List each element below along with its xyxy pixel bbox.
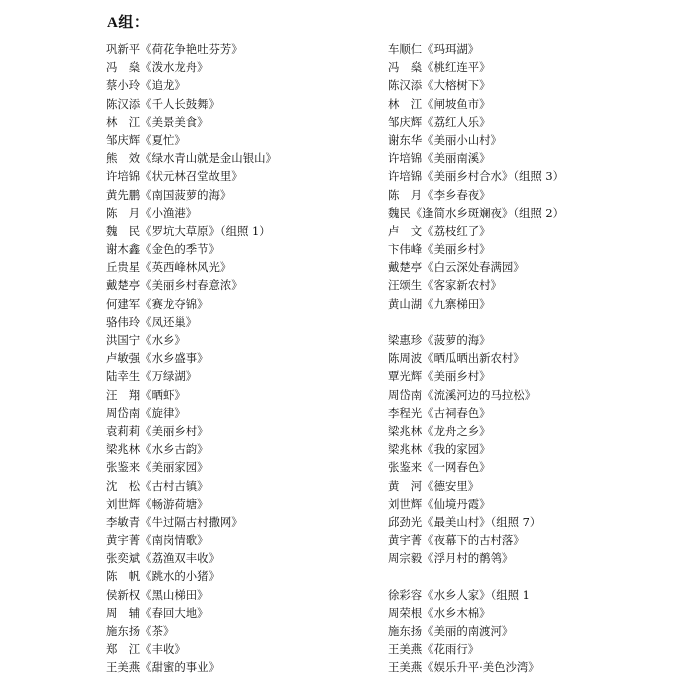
list-item: 黄宇菁《夜幕下的古村落》 [388, 533, 525, 548]
list-item: 洪国宁《水乡》 [106, 333, 186, 347]
list-item: 戴楚亭《白云深处春满园》 [388, 260, 525, 275]
list-item: 卢 文《荔枝红了》 [388, 223, 491, 238]
list-item [388, 313, 564, 331]
list-item: 周岱南《旋律》 [106, 405, 186, 420]
list-item: 张鉴来《一网春色》 [388, 460, 491, 475]
list-item: 魏民《逢简水乡斑斓夜》（组照 2） [388, 205, 565, 220]
list-item: 巩新平《荷花争艳吐芬芳》 [106, 42, 243, 56]
list-item: 周宗毅《浮月村的鹡鸰》 [388, 551, 514, 566]
list-item: 李程光《古祠春色》 [388, 405, 491, 420]
list-item: 刘世辉《畅游荷塘》 [106, 496, 209, 511]
list-item: 梁兆林《我的家园》 [388, 442, 491, 457]
list-item: 袁莉莉《美丽乡村》 [106, 423, 209, 438]
list-item: 王美燕《花雨行》 [388, 642, 480, 657]
list-item: 陈周波《晒瓜晒出新农村》 [388, 351, 525, 366]
list-item: 王美燕《娱乐升平·美色沙湾》 [388, 660, 540, 675]
list-item: 黄宇菁《南岗情歌》 [106, 533, 209, 548]
list-item: 周荣根《水乡木棉》 [388, 605, 491, 620]
list-item: 李敏青《牛过隔古村撒网》 [106, 514, 243, 529]
list-item: 沈 松《古村古镇》 [106, 478, 209, 493]
list-item: 郑 江《丰收》 [106, 642, 186, 657]
list-item: 丘贵星《英西峰林风光》 [106, 260, 232, 275]
list-item: 戴楚亭《美丽乡村春意浓》 [106, 278, 243, 293]
list-item: 林 江《美景美食》 [106, 114, 209, 129]
list-item: 许培锦《状元林召堂故里》 [106, 169, 243, 184]
list-item: 陈汉添《千人长鼓舞》 [106, 96, 220, 111]
list-item: 魏 民《罗坑大草原》（组照 1） [106, 223, 271, 238]
list-item: 陈汉添《大榕树下》 [388, 78, 491, 93]
list-item: 谢木鑫《金色的季节》 [106, 242, 220, 257]
list-item: 蔡小玲《追龙》 [106, 78, 186, 93]
list-item: 林 江《闸坡鱼市》 [388, 96, 491, 111]
list-item: 施东扬《美丽的南渡河》 [388, 624, 514, 638]
list-item: 刘世辉《仙境丹霞》 [388, 496, 491, 511]
list-item: 卞伟峰《美丽乡村》 [388, 242, 491, 257]
list-item: 汪颂生《客家新农村》 [388, 278, 502, 293]
list-item: 骆伟玲《凤还巢》 [106, 314, 198, 329]
list-item: 陆幸生《万绿湖》 [106, 369, 198, 384]
list-item: 熊 效《绿水青山就是金山银山》 [106, 151, 277, 166]
list-item: 邹庆辉《夏忙》 [106, 132, 186, 147]
list-item [388, 567, 564, 585]
list-item: 侯新权《黑山梯田》 [106, 587, 209, 602]
list-item: 许培锦《美丽乡村合水》（组照 3） [388, 169, 565, 184]
list-item: 张鉴来《美丽家园》 [106, 460, 209, 475]
list-item: 汪 翔《晒虾》 [106, 387, 186, 402]
list-item: 周 辅《春回大地》 [106, 605, 209, 620]
group-title: A组： [107, 15, 150, 31]
list-item: 黄先鹏《南国菠萝的海》 [106, 187, 232, 202]
list-item: 邹庆辉《荔红人乐》 [388, 114, 491, 129]
list-item: 邱劲光《最美山村》（组照 7） [388, 514, 542, 529]
list-item: 冯 燊《桃红连平》 [388, 60, 491, 75]
list-item: 陈 月《李乡春夜》 [388, 187, 491, 202]
list-item: 何建军《赛龙夺锦》 [106, 296, 209, 311]
list-item: 覃光辉《美丽乡村》 [388, 369, 491, 384]
list-item: 陈 帆《跳水的小猪》 [106, 569, 220, 584]
list-item: 冯 燊《泼水龙舟》 [106, 60, 209, 75]
list-item: 车顺仁《玛珥湖》 [388, 42, 480, 56]
list-item: 许培锦《美丽南溪》 [388, 151, 491, 166]
list-item: 周岱南《流溪河边的马拉松》 [388, 387, 537, 402]
list-item: 梁兆林《水乡古韵》 [106, 442, 209, 457]
list-item: 梁兆林《龙舟之乡》 [388, 423, 491, 438]
left-column [106, 40, 277, 677]
right-column [388, 40, 564, 677]
list-item: 王美燕《甜蜜的事业》 [106, 660, 220, 675]
list-item: 黄 河《德安里》 [388, 478, 480, 493]
list-item: 谢东华《美丽小山村》 [388, 132, 502, 147]
list-item: 徐彩容《水乡人家》（组照 1 [388, 587, 530, 602]
list-item: 梁惠珍《菠萝的海》 [388, 333, 491, 347]
list-item: 卢敏强《水乡盛事》 [106, 351, 209, 366]
list-item: 张奕斌《荔渔双丰收》 [106, 551, 220, 566]
list-item: 施东扬《茶》 [106, 624, 175, 638]
list-item: 黄山湖《九寨梯田》 [388, 296, 491, 311]
list-item: 陈 月《小渔港》 [106, 205, 198, 220]
